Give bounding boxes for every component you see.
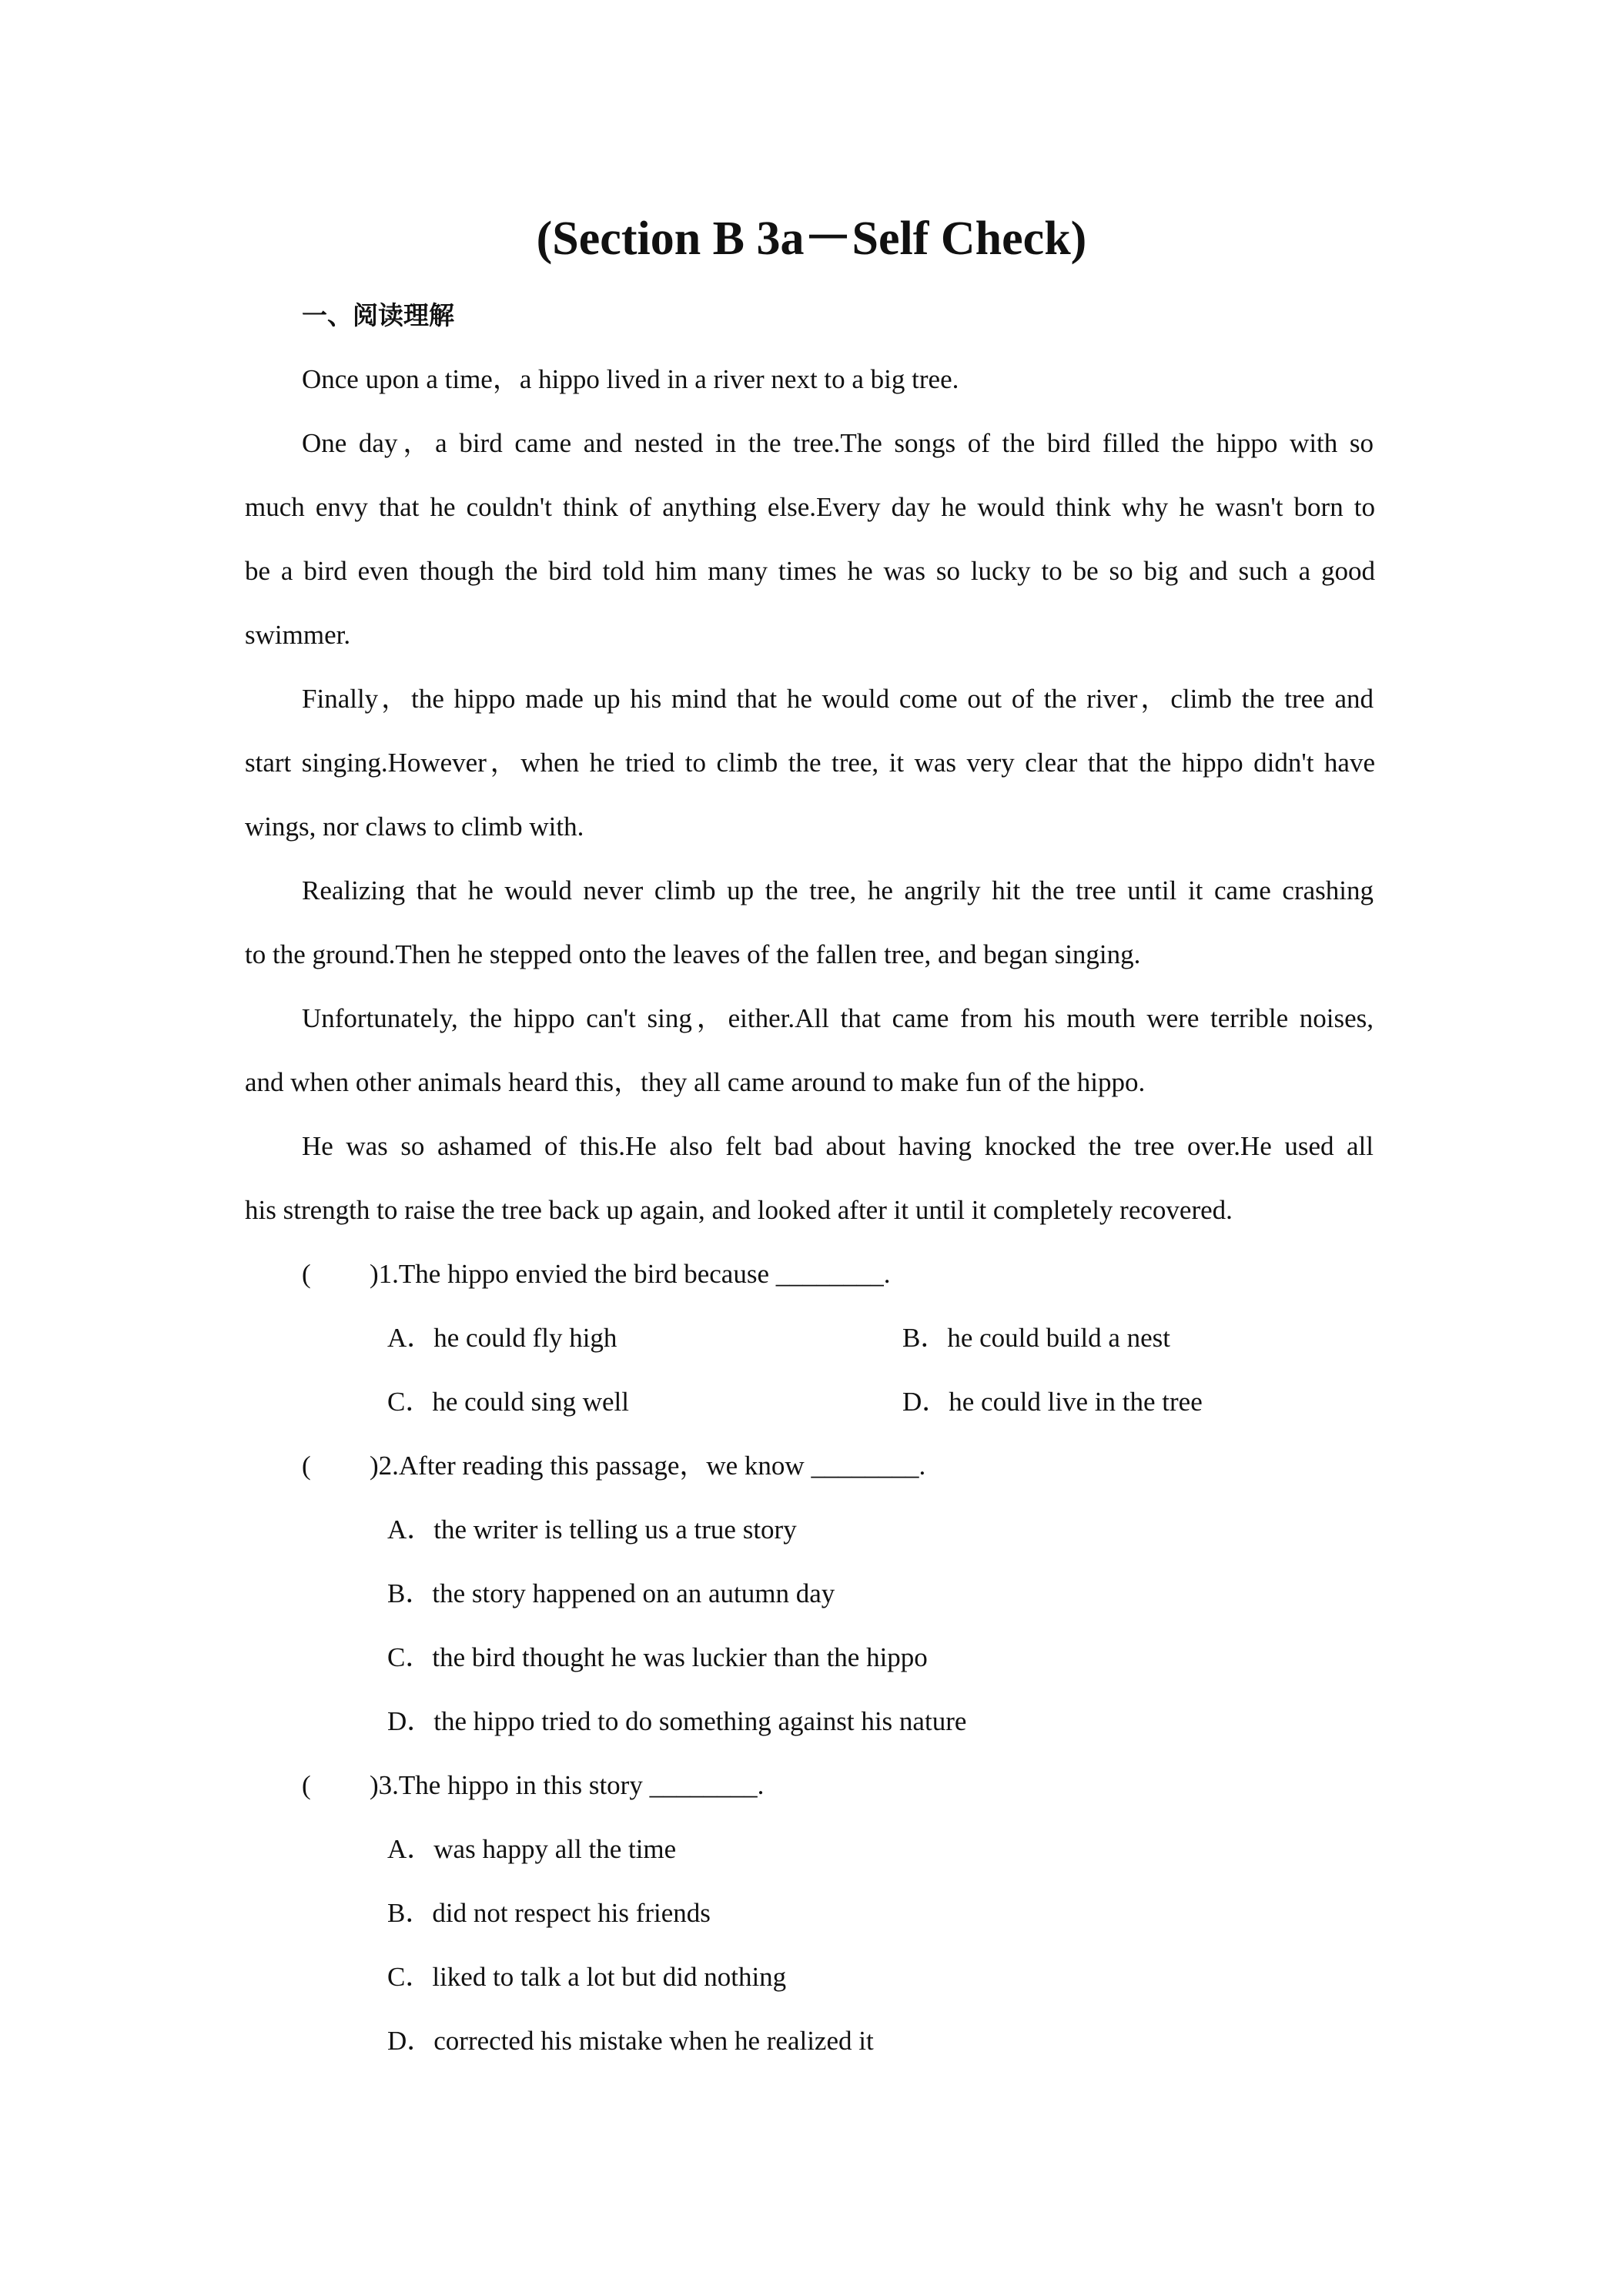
- option-d: D．he could live in the tree: [902, 1387, 1203, 1417]
- option-a: A．the writer is telling us a true story: [387, 1514, 797, 1545]
- option-b: B．did not respect his friends: [387, 1898, 711, 1928]
- option-a: A．was happy all the time: [387, 1834, 677, 1864]
- answer-bracket-open: (: [302, 1770, 311, 1800]
- passage-line: his strength to raise the tree back up again, and looked after it until it completely recovered.: [245, 1195, 1233, 1225]
- passage-line: much envy that he couldn't think of anything else.Every day he would think why he wasn't born to: [245, 492, 1375, 522]
- passage-line: Realizing that he would never climb up the tree, he angrily hit the tree until it came crashing: [302, 875, 1374, 905]
- passage-line: and when other animals heard this，they all came around to make fun of the hippo.: [245, 1067, 1146, 1097]
- option-d: D．corrected his mistake when he realized it: [387, 2026, 874, 2056]
- passage-line: Unfortunately, the hippo can't sing，either.All that came from his mouth were terrible noises,: [302, 1003, 1374, 1033]
- question-stem: )3.The hippo in this story ________.: [370, 1770, 765, 1800]
- passage-line: He was so ashamed of this.He also felt bad about having knocked the tree over.He used all: [302, 1131, 1374, 1161]
- passage-line: Once upon a time，a hippo lived in a river next to a big tree.: [302, 364, 959, 394]
- section-heading: 一、阅读理解: [302, 300, 454, 330]
- option-c: C．he could sing well: [387, 1387, 629, 1417]
- question-stem: )1.The hippo envied the bird because ________.: [370, 1259, 891, 1289]
- option-b: B．the story happened on an autumn day: [387, 1578, 835, 1608]
- passage-line: One day，a bird came and nested in the tree.The songs of the bird filled the hippo with so: [302, 428, 1374, 458]
- passage-line: to the ground.Then he stepped onto the leaves of the fallen tree, and began singing.: [245, 939, 1141, 969]
- option-c: C．the bird thought he was luckier than the hippo: [387, 1642, 928, 1672]
- answer-bracket-open: (: [302, 1259, 311, 1289]
- passage-line: start singing.However，when he tried to climb the tree, it was very clear that the hippo didn't have: [245, 748, 1375, 778]
- passage-line: Finally，the hippo made up his mind that he would come out of the river，climb the tree and: [302, 684, 1374, 714]
- option-b: B．he could build a nest: [902, 1323, 1171, 1353]
- passage-line: be a bird even though the bird told him many times he was so lucky to be so big and such a good: [245, 556, 1375, 586]
- option-a: A．he could fly high: [387, 1323, 617, 1353]
- passage-line: swimmer.: [245, 620, 351, 650]
- page-title: (Section B 3a－Self Check): [536, 213, 1087, 265]
- question-stem: )2.After reading this passage，we know ________.: [370, 1451, 926, 1481]
- answer-bracket-open: (: [302, 1451, 311, 1481]
- option-d: D．the hippo tried to do something against his nature: [387, 1706, 967, 1736]
- option-c: C．liked to talk a lot but did nothing: [387, 1962, 787, 1992]
- passage-line: wings, nor claws to climb with.: [245, 812, 584, 842]
